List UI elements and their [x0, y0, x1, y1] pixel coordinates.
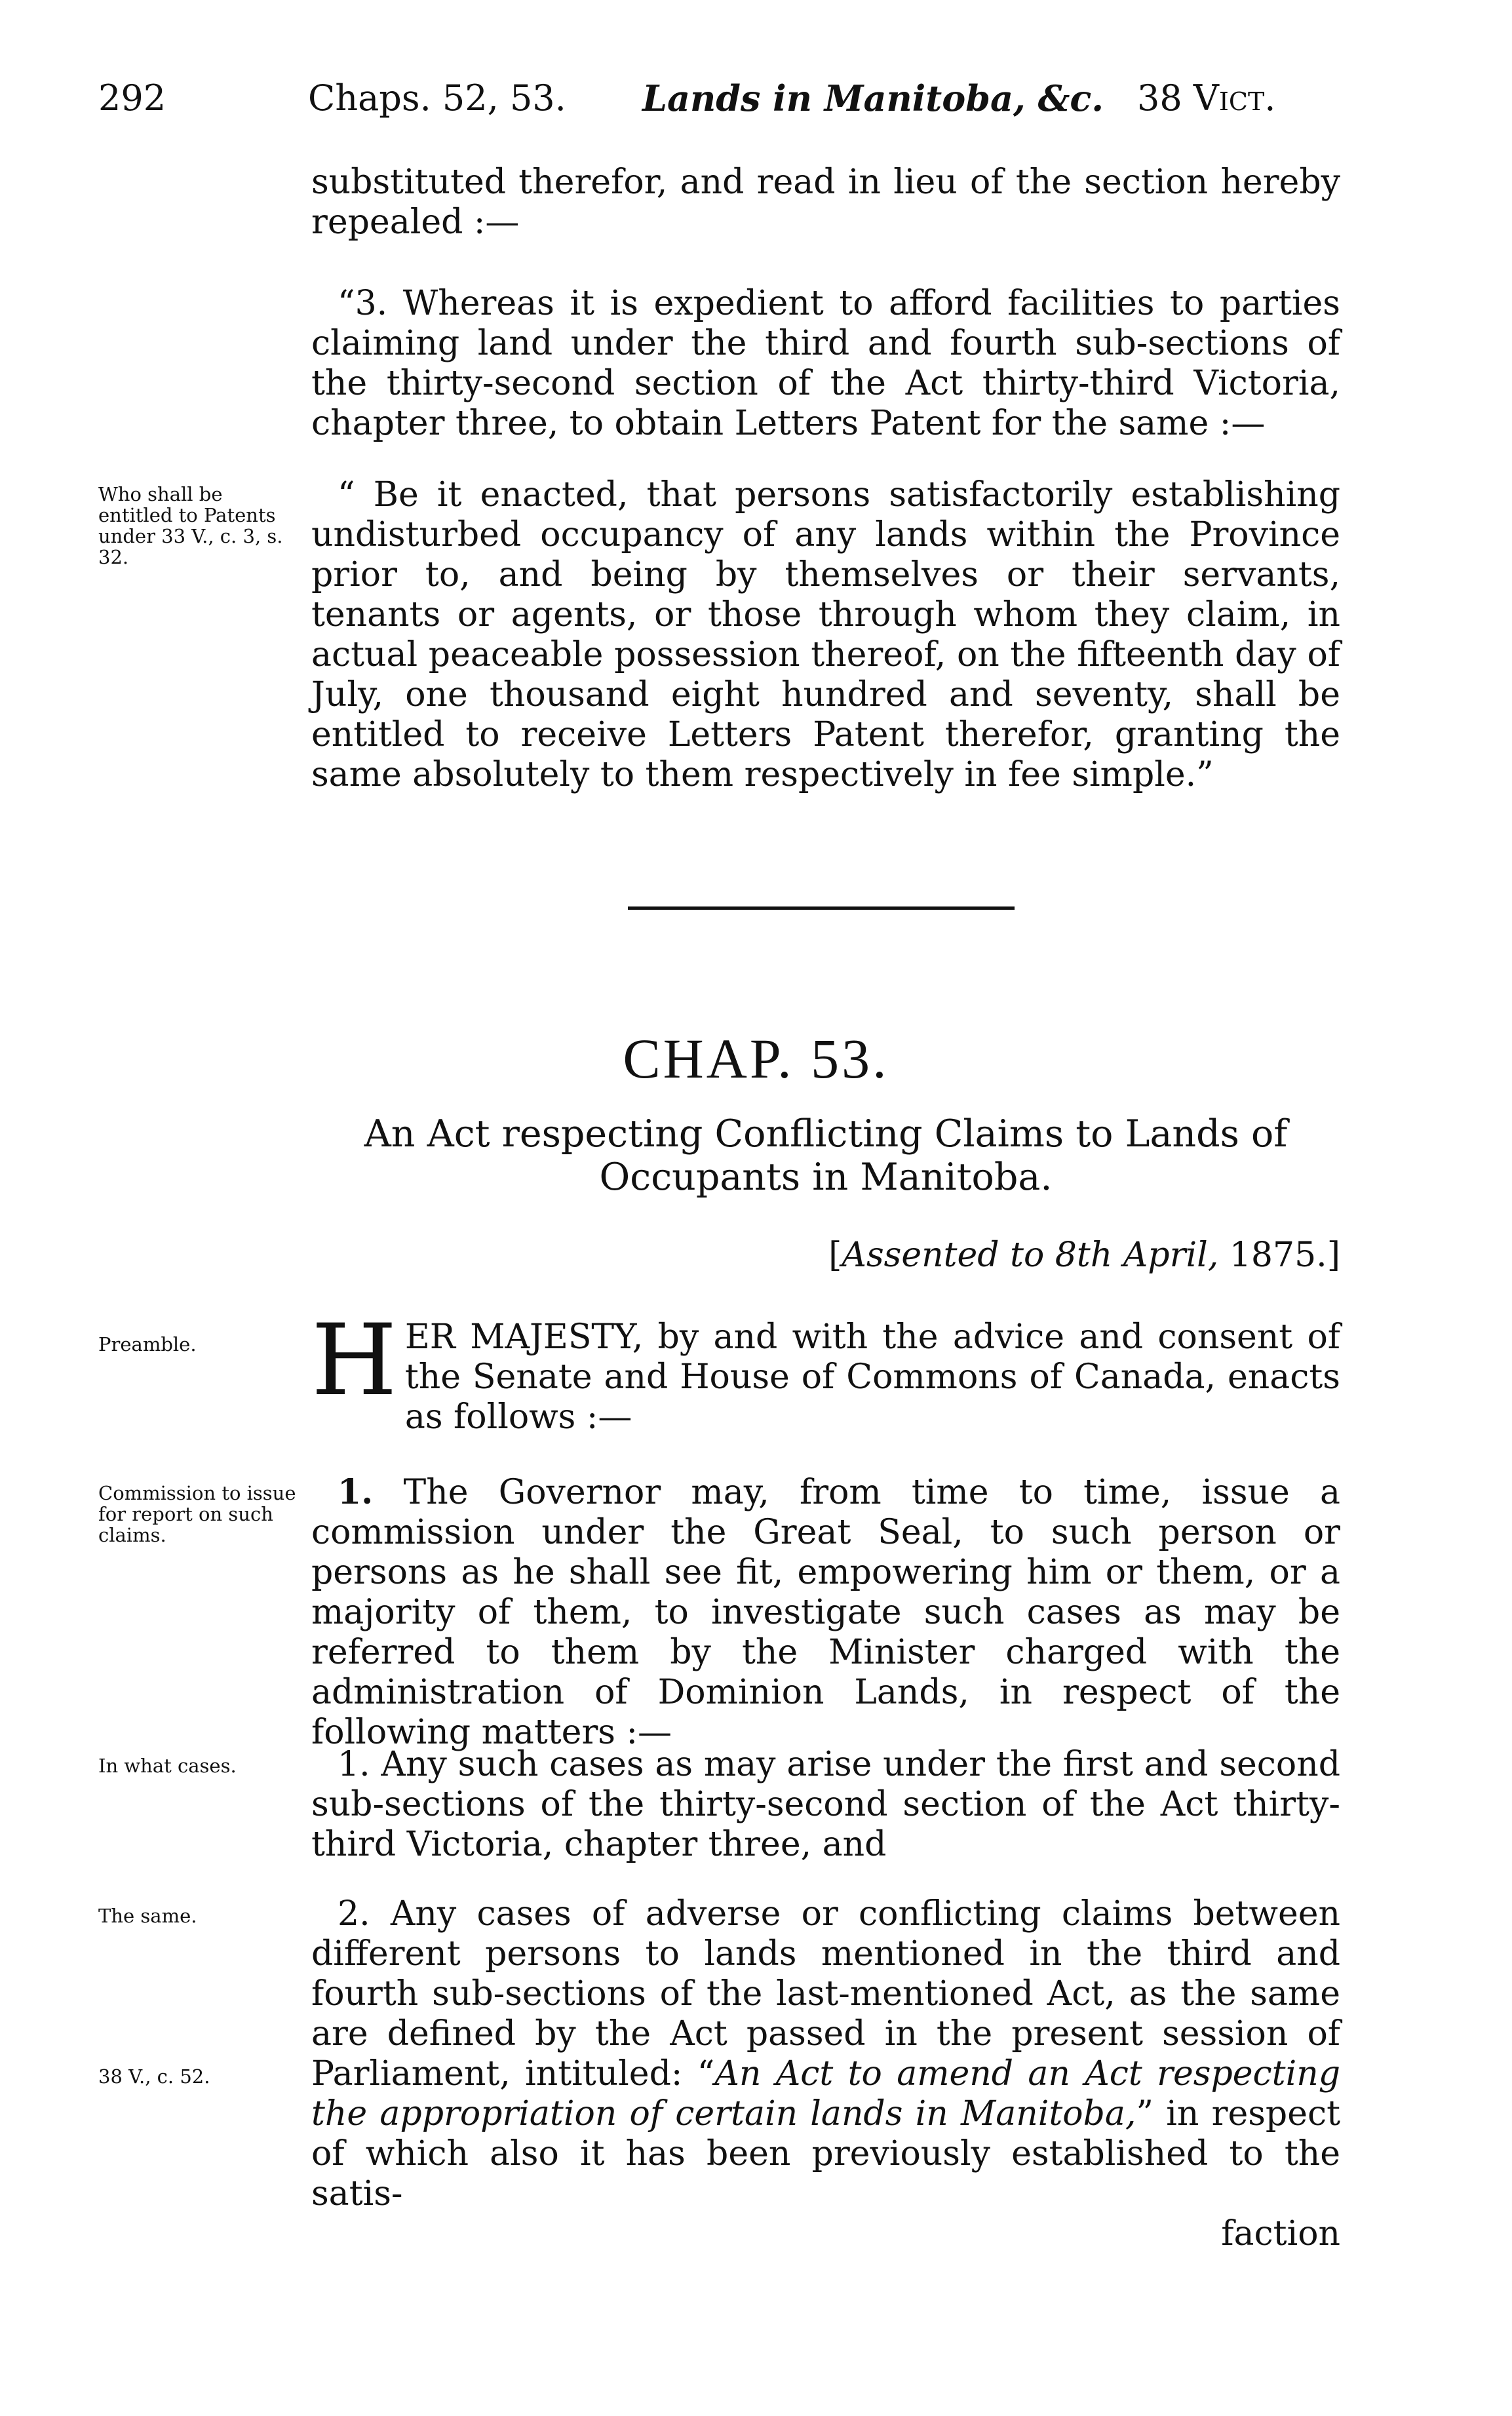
header-title: Lands in Manitoba, &c. — [642, 77, 1104, 119]
clause-2-text-before: 2. Any cases of adverse or conflicting claims between different persons to lands mentioned in the third and fourth sub-sections of the last-mentioned Act, as the same are defined by the Act passed in the present session of Parliament, intituled: “ — [311, 1894, 1340, 2094]
margin-note-commission: Commission to issue for report on such claims. — [98, 1482, 296, 1546]
preamble-text: ER MAJESTY, by and with the advice and consent of the Senate and House of Commons of Canada, enacts as follows :— — [404, 1317, 1340, 1437]
assent-line: [Assented to 8th April, 1875.] — [828, 1236, 1340, 1275]
section-1-text: The Governor may, from time to time, issue a commission under the Great Seal, to such person or persons as he shall see fit, empowering him or them, or a majority of them, to investigate such cases as may be referred to them by the Minister charged with the administration of Dominion Lands, in respect of the following matters :— — [311, 1473, 1341, 1752]
enactment-paragraph: “ Be it enacted, that persons satisfactorily establishing undisturbed occupancy of any lands within the Province prior to, and being by themselves or their servants, tenants or agents, or those through whom they claim, in actual peaceable possession thereof, on the fifteenth day of July, one thousand eight hundred and seventy, shall be entitled to receive Letters Patent therefor, granting the same absolutely to them respectively in fee simple.” — [311, 475, 1340, 794]
continuation-paragraph: substituted therefor, and read in lieu of the section hereby repealed :— — [311, 163, 1340, 242]
whereas-paragraph: “3. Whereas it is expedient to afford facilities to parties claiming land under the third and fourth sub-sections of the thirty-second section of the Act thirty-third Victoria, chapter three, to obtain Letters Patent for the same :— — [311, 284, 1340, 443]
section-divider — [628, 906, 1015, 910]
margin-note-preamble: Preamble. — [98, 1333, 197, 1355]
section-1-number: 1. — [338, 1472, 374, 1512]
clause-1-paragraph: 1. Any such cases as may arise under the first and second sub-sections of the thirty-second section of the Act thirty-third Victoria, chapter three, and — [311, 1745, 1340, 1864]
clause-2-paragraph — [311, 1894, 1340, 2254]
margin-note-the-same: The same. — [98, 1905, 197, 1927]
header-chapters: Chaps. 52, 53. — [308, 77, 566, 119]
assent-label: Assented to 8th April, — [842, 1236, 1219, 1275]
chapter-title: An Act respecting Conflicting Claims to Lands of Occupants in Manitoba. — [364, 1112, 1288, 1199]
section-1-paragraph — [311, 1472, 1340, 1753]
header-regnal-year: 38 Vict. — [1137, 77, 1276, 119]
chapter-heading: CHAP. 53. — [623, 1027, 889, 1090]
clause-2-italic-title: An Act to amend an Act respecting the appropriation of certain lands in Manitoba, — [311, 2054, 1340, 2133]
margin-note-38v: 38 V., c. 52. — [98, 2065, 210, 2088]
running-header — [98, 77, 1344, 130]
preamble-paragraph — [311, 1304, 1340, 1437]
clause-2-text-after: ” in respect of which also it has been previously established to the satis- — [311, 2094, 1340, 2213]
catchword: faction — [1221, 2214, 1340, 2253]
page-number: 292 — [98, 77, 166, 119]
margin-note-in-what-cases: In what cases. — [98, 1755, 237, 1777]
margin-note-who-entitled: Who shall be entitled to Patents under 33 V., c. 3, s. 32. — [98, 483, 283, 568]
assent-year: 1875. — [1229, 1236, 1327, 1275]
drop-cap: H — [311, 1304, 397, 1418]
